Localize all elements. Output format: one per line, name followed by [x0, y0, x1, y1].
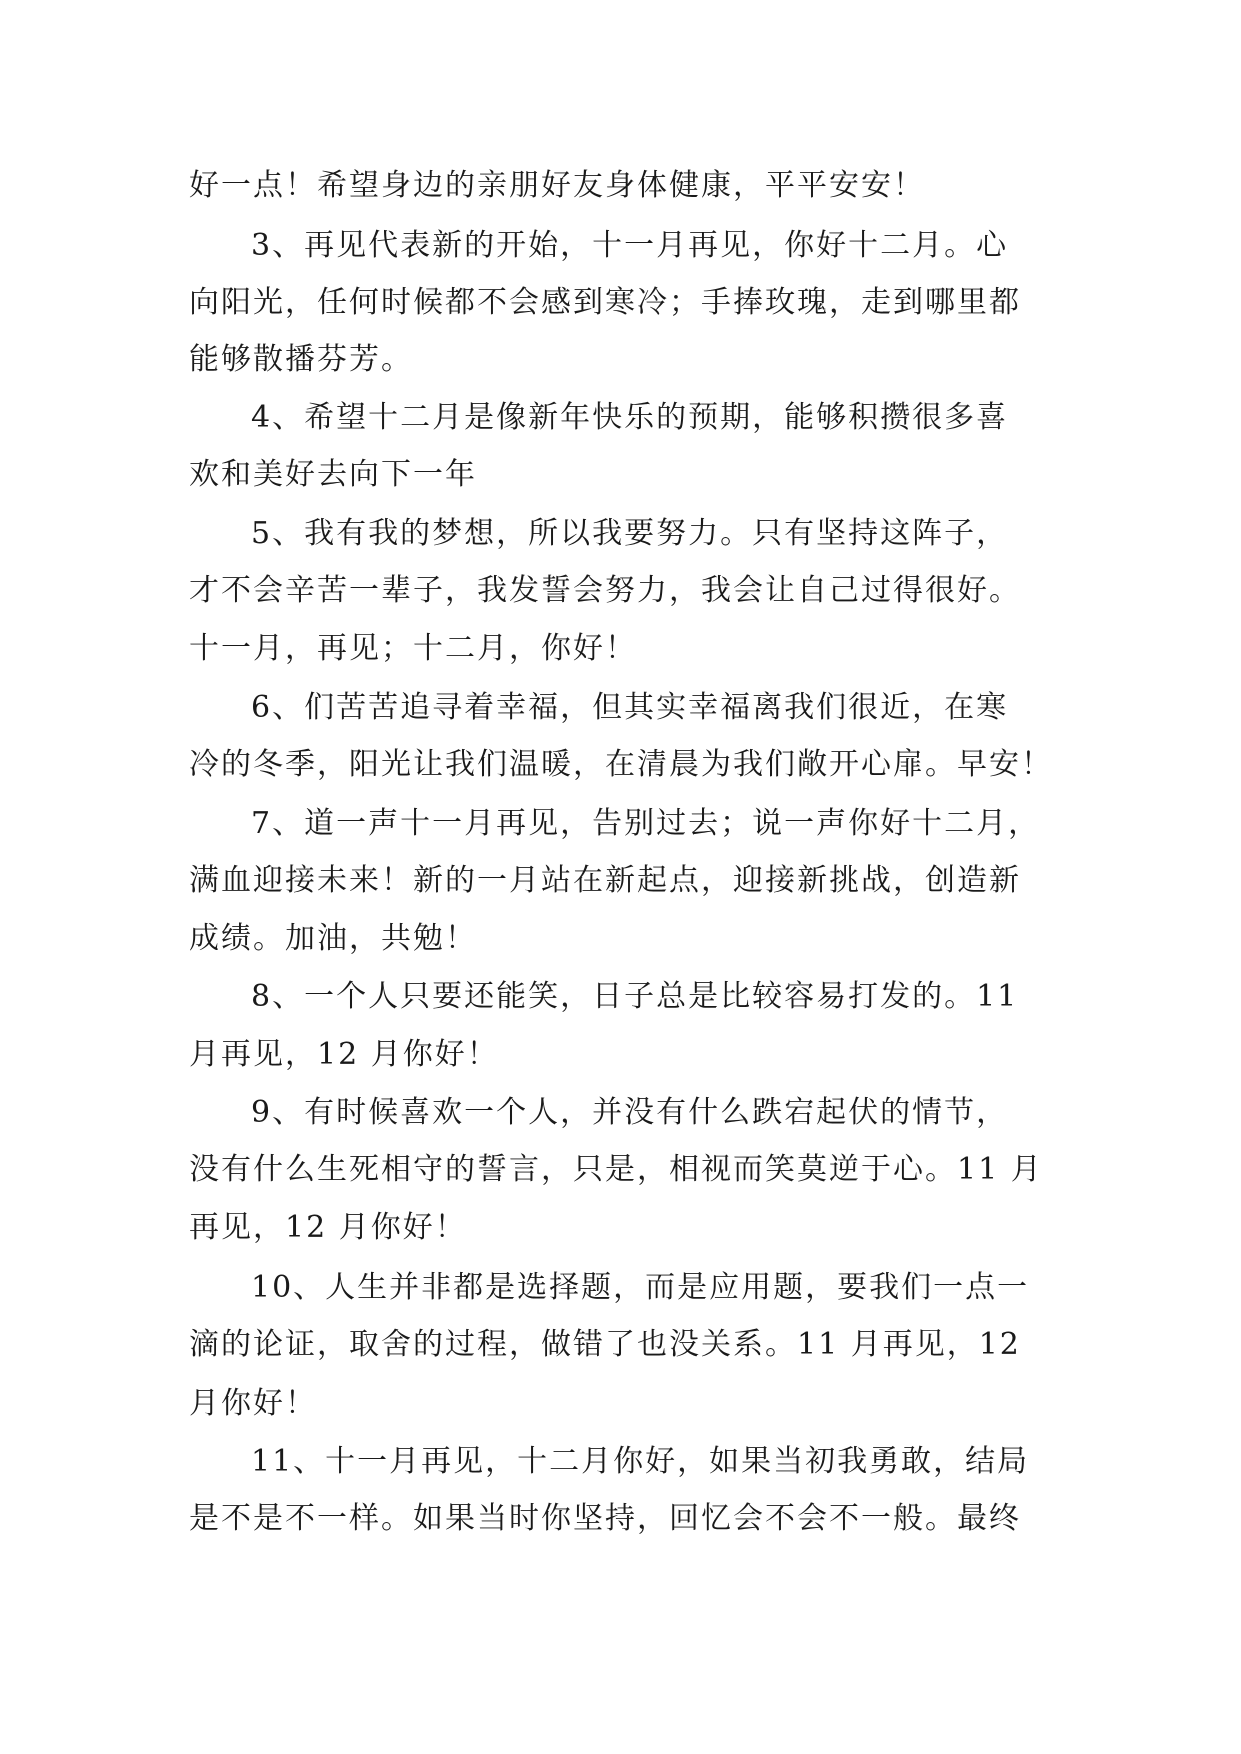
text-line: 欢和美好去向下一年 [189, 457, 477, 492]
text-line: 满血迎接未来！新的一月站在新起点，迎接新挑战，创造新 [189, 863, 1021, 898]
text-line: 没有什么生死相守的誓言，只是，相视而笑莫逆于心。11 月 [189, 1152, 1043, 1187]
text-line: 好一点！希望身边的亲朋好友身体健康，平平安安！ [189, 168, 925, 203]
text-line: 才不会辛苦一辈子，我发誓会努力，我会让自己过得很好。 [189, 573, 1021, 608]
paragraph-8-start: 8、一个人只要还能笑，日子总是比较容易打发的。11 [251, 979, 1019, 1014]
paragraph-3-start: 3、再见代表新的开始，十一月再见，你好十二月。心 [251, 228, 1009, 263]
paragraph-6-start: 6、们苦苦追寻着幸福，但其实幸福离我们很近，在寒 [251, 690, 1009, 725]
text-line: 再见，12 月你好！ [189, 1210, 467, 1245]
paragraph-10-start: 10、人生并非都是选择题，而是应用题，要我们一点一 [251, 1270, 1030, 1305]
text-line: 滴的论证，取舍的过程，做错了也没关系。11 月再见，12 [189, 1327, 1021, 1362]
paragraph-7-start: 7、道一声十一月再见，告别过去；说一声你好十二月， [251, 806, 1041, 841]
text-line: 是不是不一样。如果当时你坚持，回忆会不会不一般。最终 [189, 1501, 1021, 1536]
paragraph-4-start: 4、希望十二月是像新年快乐的预期，能够积攒很多喜 [251, 400, 1009, 435]
text-line: 能够散播芬芳。 [189, 342, 413, 377]
text-line: 十一月，再见；十二月，你好！ [189, 631, 637, 666]
text-line: 月你好！ [189, 1386, 317, 1421]
paragraph-5-start: 5、我有我的梦想，所以我要努力。只有坚持这阵子， [251, 516, 1009, 551]
paragraph-11-start: 11、十一月再见，十二月你好，如果当初我勇敢，结局 [251, 1444, 1030, 1479]
text-line: 冷的冬季，阳光让我们温暖，在清晨为我们敞开心扉。早安！ [189, 747, 1053, 782]
text-line: 成绩。加油，共勉！ [189, 921, 477, 956]
text-line: 月再见，12 月你好！ [189, 1037, 499, 1072]
text-line: 向阳光，任何时候都不会感到寒冷；手捧玫瑰，走到哪里都 [189, 285, 1021, 320]
paragraph-9-start: 9、有时候喜欢一个人，并没有什么跌宕起伏的情节， [251, 1095, 1009, 1130]
